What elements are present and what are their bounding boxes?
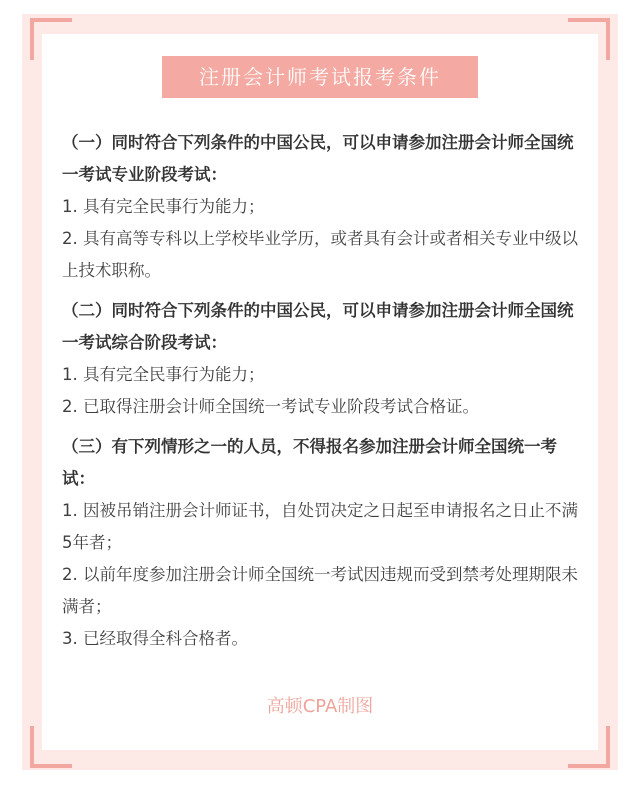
section-1 bbox=[62, 127, 582, 287]
list-item: 2. 以前年度参加注册会计师全国统一考试因违规而受到禁考处理期限未满者； bbox=[62, 565, 578, 616]
corner-ornament-bottom-right bbox=[568, 764, 610, 768]
corner-ornament-top-right bbox=[606, 18, 610, 60]
section-heading: （三）有下列情形之一的人员，不得报名参加注册会计师全国统一考试： bbox=[62, 437, 557, 488]
corner-ornament-bottom-left bbox=[30, 764, 72, 768]
section-3 bbox=[62, 431, 582, 655]
list-item: 1. 具有完全民事行为能力； bbox=[62, 365, 265, 384]
list-item: 2. 已取得注册会计师全国统一考试专业阶段考试合格证。 bbox=[62, 397, 479, 416]
corner-ornament-top-left bbox=[30, 18, 72, 22]
list-item: 1. 因被吊销注册会计师证书，自处罚决定之日起至申请报名之日止不满5年者； bbox=[62, 501, 578, 552]
list-item: 3. 已经取得全科合格者。 bbox=[62, 629, 248, 648]
section-heading: （二）同时符合下列条件的中国公民，可以申请参加注册会计师全国统一考试综合阶段考试： bbox=[62, 301, 574, 352]
corner-ornament-top-left bbox=[30, 18, 34, 60]
section-2 bbox=[62, 295, 582, 423]
credit-caption: 高顿CPA制图 bbox=[266, 696, 374, 717]
corner-ornament-top-right bbox=[568, 18, 610, 22]
section-heading: （一）同时符合下列条件的中国公民，可以申请参加注册会计师全国统一考试专业阶段考试： bbox=[62, 133, 574, 184]
list-item: 1. 具有完全民事行为能力； bbox=[62, 197, 265, 216]
corner-ornament-bottom-left bbox=[30, 726, 34, 768]
list-item: 2. 具有高等专科以上学校毕业学历，或者具有会计或者相关专业中级以上技术职称。 bbox=[62, 229, 578, 280]
corner-ornament-bottom-right bbox=[606, 726, 610, 768]
conditions-content bbox=[62, 127, 582, 663]
page-title: 注册会计师考试报考条件 bbox=[162, 56, 478, 98]
